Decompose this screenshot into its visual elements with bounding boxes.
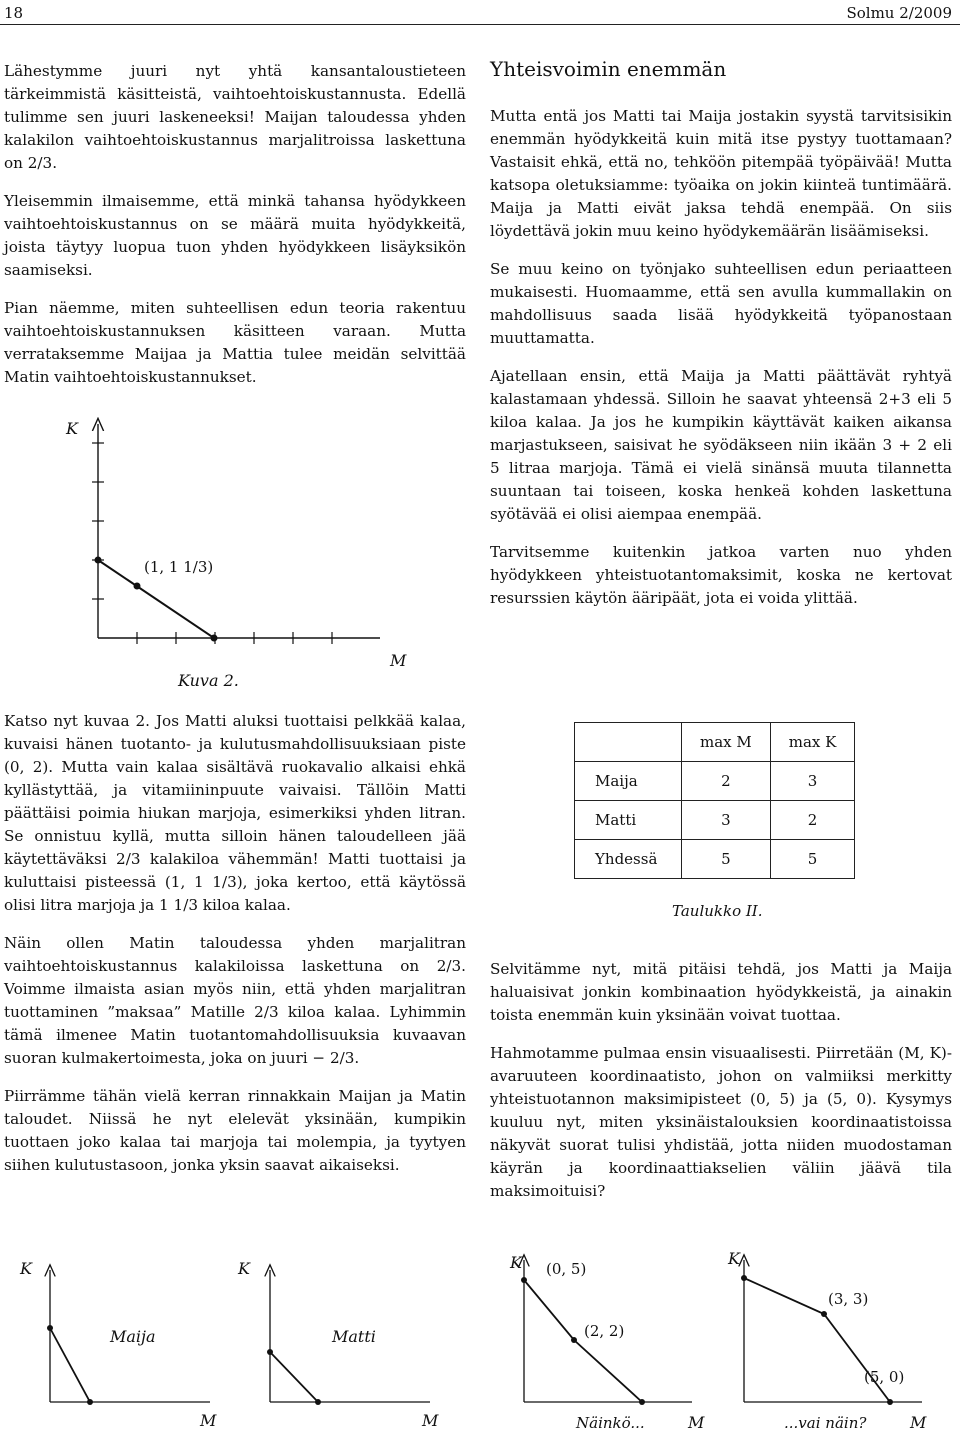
vai-point-3-3	[821, 1311, 827, 1317]
point-label: (1, 1 1/3)	[144, 558, 214, 576]
vai-point-0-5	[741, 1275, 747, 1281]
matti-point-m	[315, 1399, 321, 1405]
matti-label: Matti	[332, 1327, 376, 1346]
paragraph: Katso nyt kuvaa 2. Jos Matti aluksi tuottaisi pelkkää kalaa, kuvaisi hänen tuotanto- ja kulutusmahdollisuuksiaan piste (0, 2). Mutta vain kalaa sisältävä ruokavalio alkaisi ehkä kyllästyttää, ja vitamiininpuute vaivaisi. Tällöin Matti päättäisi poimia hiukan marjoja, esimerkiksi yhden litran. Se onnistuu kyllä, mutta silloin hänen taloudelleen jää käytettäväksi 2/3 kalakiloa vähemmän! Matti tuottaisi ja kuluttaisi pisteessä (1, 1 1/3), joka kertoo, että käytössä olisi litra marjoja ja 1 1/3 kiloa kalaa.	[4, 712, 466, 914]
paragraph: Mutta entä jos Matti tai Maija jostakin syystä tarvitsisikin enemmän hyödykkeitä kuin mitä itse pystyy tuottamaan? Vastaisit ehkä, että no, tehköön pitempää työpäivää! Mutta katsopa oletuksiamme: työaika on jokin kiinteä tuntimäärä. Maija ja Matti eivät jaksa tehdä enempää. On siis löydettävä jokin muu keino hyödykemäärän lisäämiseksi.	[490, 107, 952, 240]
point-1-4-3	[134, 583, 141, 590]
axis-ticks	[92, 443, 332, 644]
naiko-curve	[524, 1280, 642, 1402]
axis-label-k: K	[66, 419, 78, 438]
vai-axis-m: M	[910, 1413, 927, 1430]
table-cell: 2	[770, 801, 855, 840]
naiko-label-p1: (0, 5)	[546, 1260, 587, 1278]
naiko-point-5-0	[639, 1399, 645, 1405]
naiko-axis-k: K	[510, 1253, 522, 1272]
table-row	[575, 840, 855, 879]
paragraph: Tarvitsemme kuitenkin jatkoa varten nuo yhden hyödykkeen yhteistuotantomaksimit, koska ne kertovat resurssien käytön ääripäät, jota ei voida ylittää.	[490, 543, 952, 607]
maija-point-m	[87, 1399, 93, 1405]
paragraph: Ajatellaan ensin, että Maija ja Matti päättävät ryhtyä kalastamaan yhdessä. Silloin he saavat yhteensä 2+3 eli 5 kiloa kalaa. Ja jos he kumpikin käyttävät kaiken aikansa marjastukseen, saisivat he syödäkseen niin ikään 3 + 2 eli 5 litraa marjoja. Tämä ei vielä sinänsä muuta tilannetta suuntaan tai toiseen, koska henkeä kohden laskettuna syötävää ei olisi aiempaa enempää.	[490, 367, 952, 523]
table-cell: Yhdessä	[575, 840, 682, 879]
paragraph: Piirrämme tähän vielä kerran rinnakkain Maijan ja Matin taloudet. Niissä he nyt elelevät yksinään, kumpikin tuottaen joko kalaa tai marjoja tai molempia, ja tyytyen siihen kulutustasoon, jonka yksin saavat aikaiseksi.	[4, 1087, 466, 1174]
figure-maija-matti	[10, 1240, 470, 1430]
maija-label: Maija	[110, 1327, 156, 1346]
naiko-point-2-2	[571, 1337, 577, 1343]
matti-line	[270, 1352, 318, 1402]
right-column	[490, 58, 952, 625]
vai-caption: ...vai näin?	[784, 1414, 867, 1430]
figure-2	[40, 410, 480, 700]
vai-label-p2: (5, 0)	[864, 1368, 905, 1386]
table-cell: 5	[682, 840, 771, 879]
naiko-label-p2: (2, 2)	[584, 1322, 625, 1340]
axis-label-m: M	[390, 651, 407, 670]
matti-point-k	[267, 1349, 273, 1355]
figure-naiko-vai	[492, 1238, 958, 1430]
matti-axis-m: M	[422, 1411, 439, 1430]
naiko-point-0-5	[521, 1277, 527, 1283]
paragraph: Pian näemme, miten suhteellisen edun teoria rakentuu vaihtoehtoiskustannuksen käsitteen varaan. Mutta verrataksemme Maijaa ja Mattia tulee meidän selvittää Matin vaihtoehtoiskustannukset.	[4, 299, 466, 386]
table-row	[575, 801, 855, 840]
table-header-cell: max M	[682, 723, 771, 762]
table-cell: 5	[770, 840, 855, 879]
table-cell: 2	[682, 762, 771, 801]
table-header-row	[575, 723, 855, 762]
maija-line	[50, 1328, 90, 1402]
paragraph: Selvitämme nyt, mitä pitäisi tehdä, jos Matti ja Maija haluaisivat jonkin kombinaation hyödykkeistä, ja ainakin toista enemmän kuin yksinään voivat tuottaa.	[490, 960, 952, 1024]
paragraph: Se muu keino on työnjako suhteellisen edun periaatteen mukaisesti. Huomaamme, että sen avulla kummallakin on mahdollisuus saada lisää hyödykkeitä työpanostaan muuttamatta.	[490, 260, 952, 347]
table-cell: 3	[682, 801, 771, 840]
matti-axis-k: K	[238, 1259, 250, 1278]
maija-point-k	[47, 1325, 53, 1331]
naiko-caption: Näinkö...	[576, 1414, 645, 1430]
journal-issue: Solmu 2/2009	[846, 4, 952, 22]
right-column-bottom	[490, 958, 952, 1218]
maija-axis-m: M	[200, 1411, 217, 1430]
left-column-top	[4, 60, 466, 404]
vai-point-5-0	[887, 1399, 893, 1405]
page-number: 18	[4, 4, 24, 22]
naiko-axis-m: M	[688, 1413, 705, 1430]
left-column-bottom	[4, 710, 466, 1192]
table-header-cell: max K	[770, 723, 855, 762]
table-cell: Matti	[575, 801, 682, 840]
table-header-cell	[575, 723, 682, 762]
paragraph: Yleisemmin ilmaisemme, että minkä tahansa hyödykkeen vaihtoehtoiskustannus on se määrä muita hyödykkeitä, joista täytyy luopua tuon yhden hyödykkeen lisäyksikön saamiseksi.	[4, 192, 466, 279]
table-cell: 3	[770, 762, 855, 801]
maija-axis-k: K	[20, 1259, 32, 1278]
point-3-0	[211, 635, 218, 642]
paragraph: Hahmotamme pulmaa ensin visuaalisesti. Piirretään (M, K)-avaruuteen koordinaatisto, johon on valmiiksi merkitty yhteistuotannon maksimipisteet (0, 5) ja (5, 0). Kysymys kuuluu nyt, miten yksinäistalouksien koordinaatistoissa näkyvät suorat tulisi yhdistää, jotta niiden muodostaman käyrän ja koordinaattiakselien väliin jäävä tila maksimoituisi?	[490, 1044, 952, 1200]
table-row	[575, 762, 855, 801]
vai-axis-k: K	[728, 1249, 740, 1268]
vai-label-p1: (3, 3)	[828, 1290, 869, 1308]
paragraph: Näin ollen Matin taloudessa yhden marjalitran vaihtoehtoiskustannus kalakiloissa laskettuna on 2/3. Voimme ilmaista asian myös niin, että yhden marjalitran tuottaminen ”maksaa” Matille 2/3 kiloa kalaa. Lyhimmin tämä ilmenee Matin tuotantomahdollisuuksia kuvaavan suoran kulmakertoimesta, joka on juuri − 2/3.	[4, 934, 466, 1067]
table-caption: Taulukko II.	[672, 902, 763, 920]
paragraph: Lähestymme juuri nyt yhtä kansantaloustieteen tärkeimmistä käsitteistä, vaihtoehtoiskustannusta. Edellä tulimme sen juuri laskeneeksi! Maijan taloudessa yhden kalakilon vaihtoehtoiskustannus marjalitroissa laskettuna on 2/3.	[4, 62, 466, 172]
table-cell: Maija	[575, 762, 682, 801]
table-ii	[574, 722, 855, 879]
header-rule	[0, 24, 960, 25]
point-0-2	[95, 557, 102, 564]
section-heading: Yhteisvoimin enemmän	[490, 57, 727, 81]
figure-caption: Kuva 2.	[178, 671, 239, 690]
